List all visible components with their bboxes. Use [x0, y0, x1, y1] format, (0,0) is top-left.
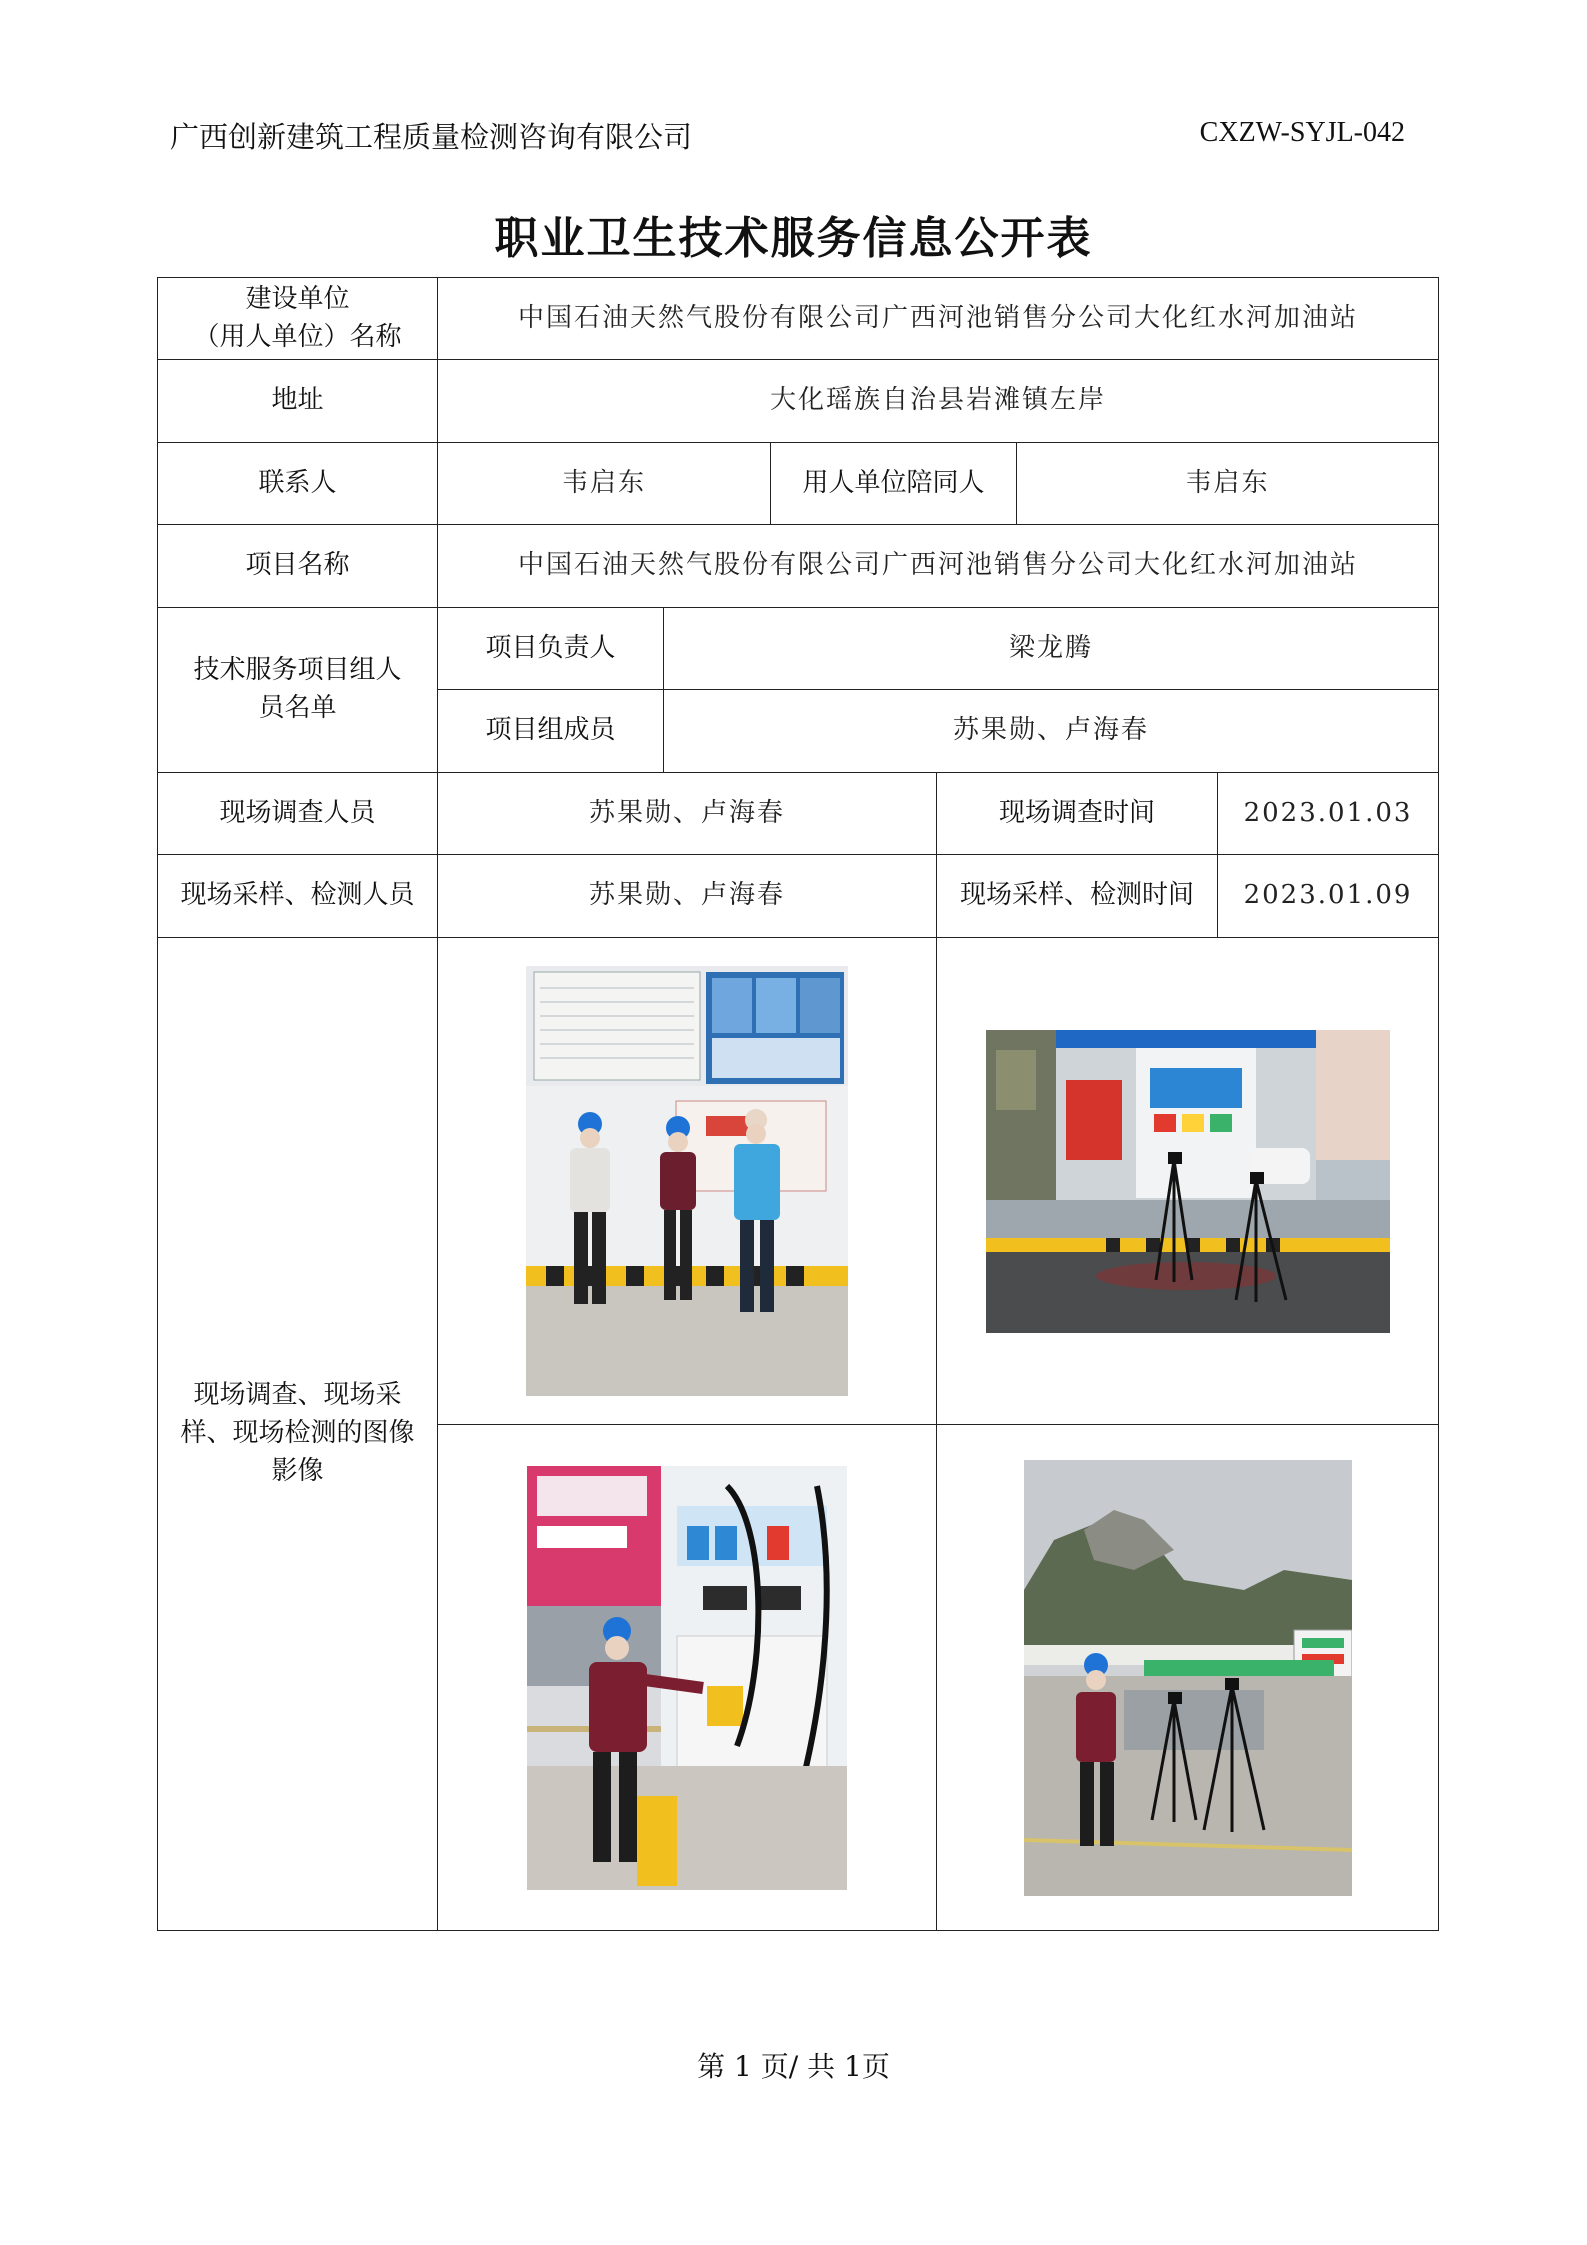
employer-value: 中国石油天然气股份有限公司广西河池销售分公司大化红水河加油站: [438, 278, 1439, 360]
sampling-staff-label: 现场采样、检测人员: [158, 855, 438, 938]
team-label: [158, 608, 438, 773]
survey-staff-label: 现场调查人员: [158, 773, 438, 855]
address-value: 大化瑶族自治县岩滩镇左岸: [438, 360, 1439, 443]
team-label-line1: 技术服务项目组人: [193, 655, 402, 686]
escort-label: 用人单位陪同人: [771, 443, 1017, 525]
survey-staff-value: 苏果勋、卢海春: [438, 773, 937, 855]
leader-label: 项目负责人: [438, 608, 664, 690]
project-value: 中国石油天然气股份有限公司广西河池销售分公司大化红水河加油站: [438, 525, 1439, 608]
address-label: 地址: [158, 360, 438, 443]
employer-label-line2: （用人单位）名称: [193, 321, 402, 352]
sampling-time-value: 2023.01.09: [1218, 855, 1439, 938]
row-address: [158, 360, 1439, 443]
contact-label: 联系人: [158, 443, 438, 525]
leader-value: 梁龙腾: [664, 608, 1439, 690]
survey-time-value: 2023.01.03: [1218, 773, 1439, 855]
photo-cell-4: [937, 1425, 1439, 1931]
images-label: [158, 938, 438, 1931]
info-table: [157, 277, 1439, 1931]
survey-time-label: 现场调查时间: [937, 773, 1218, 855]
row-sampling: [158, 855, 1439, 938]
team-label-line2: 员名单: [258, 693, 337, 723]
row-survey: [158, 773, 1439, 855]
employer-label-line1: 建设单位: [245, 283, 350, 314]
sampling-staff-value: 苏果勋、卢海春: [438, 855, 937, 938]
row-employer: [158, 278, 1439, 360]
row-contact: [158, 443, 1439, 525]
row-project: [158, 525, 1439, 608]
photo-outdoor-icon: [1024, 1460, 1352, 1896]
escort-value: 韦启东: [1017, 443, 1439, 525]
images-label-line2: 样、现场检测的图像: [180, 1418, 415, 1449]
contact-value: 韦启东: [438, 443, 771, 525]
images-label-line3: 影像: [271, 1455, 324, 1486]
members-value: 苏果勋、卢海春: [664, 690, 1439, 773]
employer-label: [158, 278, 438, 360]
photo-cell-1: [438, 938, 937, 1425]
document-code: CXZW-SYJL-042: [1199, 117, 1405, 148]
row-team-leader: [158, 608, 1439, 690]
images-label-line1: 现场调查、现场采: [193, 1380, 402, 1411]
page-footer: 第 1 页/ 共 1页: [697, 2050, 890, 2083]
photo-team-icon: [526, 966, 848, 1396]
row-images-top: [158, 938, 1439, 1425]
project-label: 项目名称: [158, 525, 438, 608]
sampling-time-label: 现场采样、检测时间: [937, 855, 1218, 938]
photo-cell-2: [937, 938, 1439, 1425]
page-title: 职业卫生技术服务信息公开表: [494, 213, 1093, 264]
members-label: 项目组成员: [438, 690, 664, 773]
photo-cell-3: [438, 1425, 937, 1931]
company-name: 广西创新建筑工程质量检测咨询有限公司: [170, 120, 693, 154]
photo-pump-island-icon: [986, 1030, 1390, 1333]
photo-dispenser-icon: [527, 1466, 847, 1890]
